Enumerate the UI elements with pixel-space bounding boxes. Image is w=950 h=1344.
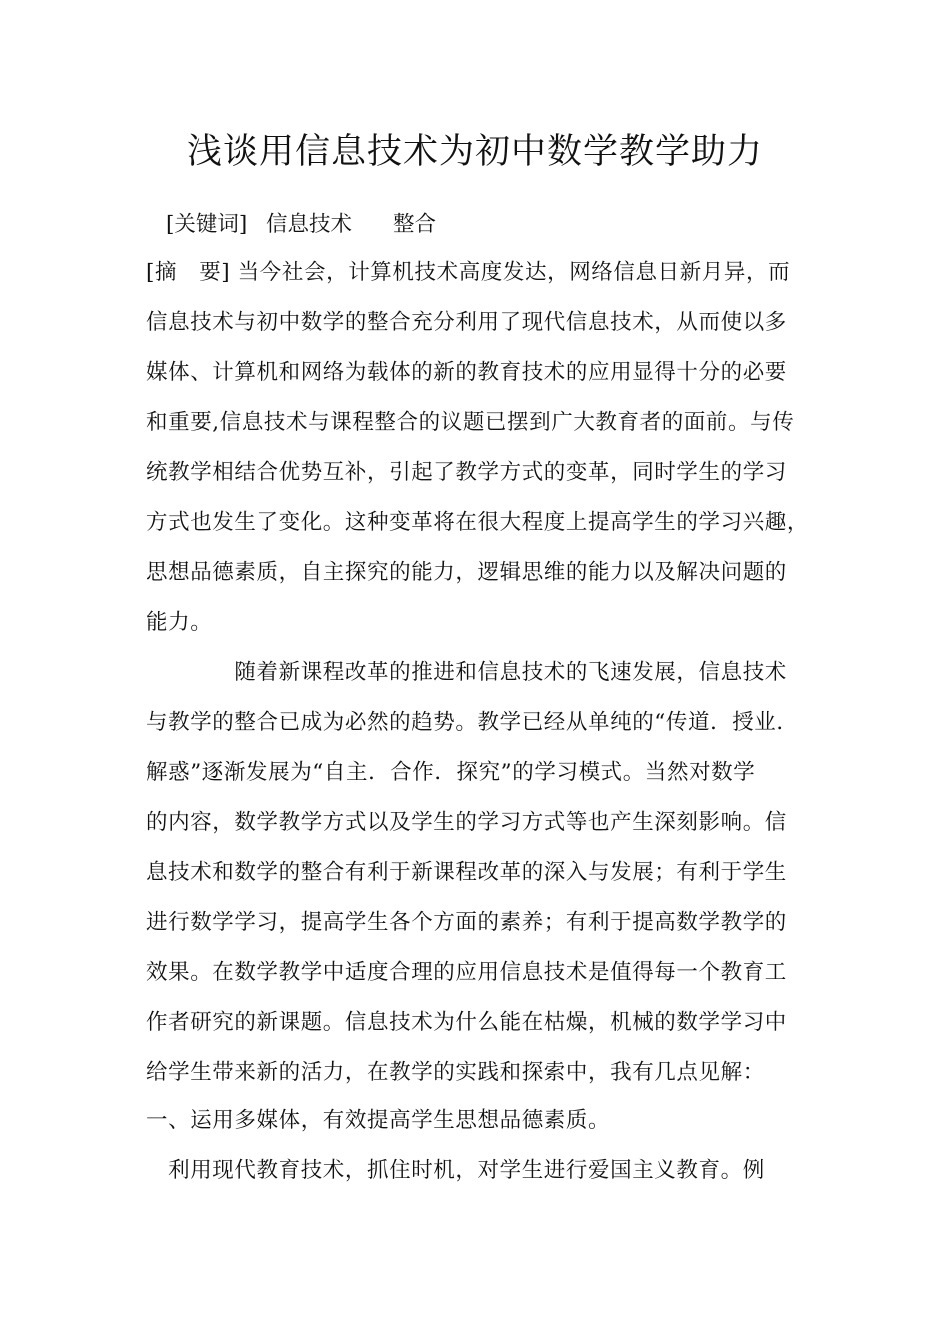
abstract-line: 思想品德素质，自主探究的能力，逻辑思维的能力以及解决问题的 bbox=[146, 560, 787, 585]
abstract-line: 信息技术与初中数学的整合充分利用了现代信息技术，从而使以多 bbox=[146, 310, 787, 335]
abstract-line: 媒体、计算机和网络为载体的新的教育技术的应用显得十分的必要 bbox=[146, 360, 787, 385]
body-line: 利用现代教育技术，抓住时机，对学生进行爱国主义教育。例 bbox=[146, 1158, 765, 1183]
body-line: 的内容，数学教学方式以及学生的学习方式等也产生深刻影响。信 bbox=[146, 810, 787, 835]
abstract-line: 统教学相结合优势互补，引起了教学方式的变革，同时学生的学习 bbox=[146, 460, 787, 485]
document-title: 浅谈用信息技术为初中数学教学助力 bbox=[186, 132, 763, 172]
keyword-item: 整合 bbox=[393, 212, 437, 237]
abstract-line: [摘 要] 当今社会，计算机技术高度发达，网络信息日新月异，而 bbox=[146, 260, 791, 285]
section-heading: 一、运用多媒体，有效提高学生思想品德素质。 bbox=[146, 1108, 611, 1133]
body-line: 与教学的整合已成为必然的趋势。教学已经从单纯的“传道．授业． bbox=[146, 710, 799, 735]
body-line: 随着新课程改革的推进和信息技术的飞速发展，信息技术 bbox=[146, 660, 787, 685]
body-line: 作者研究的新课题。信息技术为什么能在枯燥，机械的数学学习中 bbox=[146, 1010, 787, 1035]
abstract-line: 能力。 bbox=[146, 610, 213, 635]
abstract-line: 方式也发生了变化。这种变革将在很大程度上提高学生的学习兴趣， bbox=[146, 510, 810, 535]
keywords-label: [关键词] bbox=[166, 212, 248, 237]
body-line: 进行数学学习，提高学生各个方面的素养；有利于提高数学教学的 bbox=[146, 910, 787, 935]
abstract-line: 和重要,信息技术与课程整合的议题已摆到广大教育者的面前。与传 bbox=[146, 410, 795, 435]
keyword-item: 信息技术 bbox=[266, 212, 353, 237]
body-line: 效果。在数学教学中适度合理的应用信息技术是值得每一个教育工 bbox=[146, 960, 787, 985]
body-line: 息技术和数学的整合有利于新课程改革的深入与发展；有利于学生 bbox=[146, 860, 787, 885]
body-line: 给学生带来新的活力，在教学的实践和探索中，我有几点见解： bbox=[146, 1060, 765, 1085]
body-line: 解惑”逐渐发展为“自主．合作．探究”的学习模式。当然对数学 bbox=[146, 760, 756, 785]
